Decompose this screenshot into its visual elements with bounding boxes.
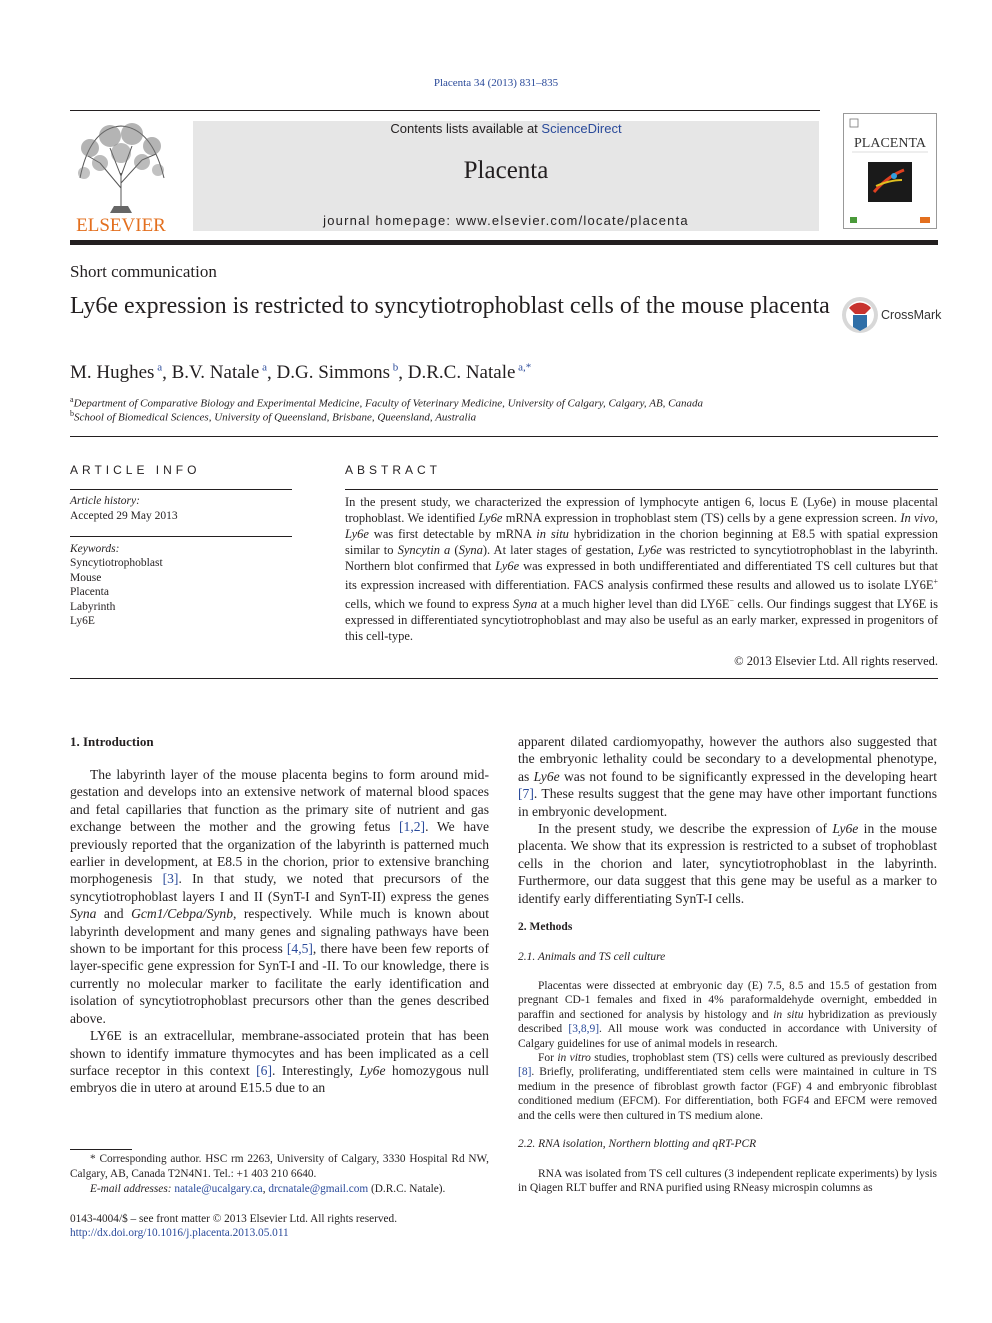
methods-heading: 2. Methods: [518, 921, 573, 933]
keyword: Labyrinth: [70, 600, 116, 613]
abstract-divider: [345, 489, 938, 490]
corresponding-author: * Corresponding author. HSC rm 2263, University of Calgary, 3330 Hospital Rd NW, Calgary, AB, Canada T2N4N1. Tel.: +1 403 210 6640.: [70, 1153, 489, 1180]
intro-heading: 1. Introduction: [70, 734, 154, 749]
keyword: Mouse: [70, 571, 102, 584]
footnote: [70, 1152, 489, 1197]
elsevier-tree-logo: [70, 118, 172, 234]
methods-text-2-1: Placentas were dissected at embryonic day (E) 7.5, 8.5 and 15.5 of gestation from pregnant CD-1 females and fixed in 4% paraformaldehyde overnight, embedded in paraffin and sectioned for analysis by histology and in situ hybridization as previously described [3,8,9]. All mouse work was conducted in accordance with University of Calgary guidelines for use of animal models in research. For in vitro studies, trophoblast stem (TS) cells were cultured as previously described [8]. Briefly, proliferating, undifferentiated stem cells were maintained in culture in TS medium in the presence of fibroblast growth factor (FGF) 4 and embryonic fibroblast conditioned medium (EFCM). For differentiation, both FGF4 and EFCM were removed and the cells were then cultured in TS medium alone.: [518, 980, 937, 1122]
footnote-rule: [70, 1149, 132, 1150]
author[interactable]: D.G. Simmons $^b$: [276, 362, 399, 384]
intro-text: The labyrinth layer of the mouse placenta begins to form around mid-gestation and develops into an extensive network of maternal blood spaces and fetal capillaries that function as the primary site of nutrient and gas exchange between the mother and the growing fetus [1,2]. We have previously reported that the organization of the labyrinth is patterned much earlier in development, at E8.5 in the chorion, prior to extensive branching morphogenesis [3]. In that study, we noted that precursors of the syncytiotrophoblast layers I and II (SynT-I and SynT-II) express the genes Syna and Gcm1/Cebpa/Synb, respectively. While much is known about labyrinth development and many genes and signaling pathways have been shown to be important for this process [4,5], there have been few reports of layer-specific gene expression for SynT-I and -II. To our knowledge, there is currently no molecular marker to facilitate the early identification and isolation of syncytiotrophoblast precursors other than the genes described above. LY6E is an extracellular, membrane-associated protein that has been shown to identify immature thymocytes and has been implicated as a cell surface receptor in this context [6]. Interestingly, Ly6e homozygous null embryos die in utero at around E15.5 due to an: [70, 767, 489, 1096]
keywords-label: Keywords:: [70, 543, 120, 555]
email-line: E-mail addresses: natale@ucalgary.ca, drcnatale@gmail.com (D.R.C. Natale).: [90, 1183, 446, 1195]
journal-name: Placenta: [463, 157, 549, 184]
svg-text:PLACENTA: PLACENTA: [854, 136, 926, 151]
cover-image: [844, 114, 936, 228]
history-value: Accepted 29 May 2013: [70, 510, 178, 522]
affiliation-b: $^b$School of Biomedical Sciences, University of Queensland, Brisbane, Queensland, Australia: [70, 409, 477, 424]
email-link[interactable]: drcnatale@gmail.com: [268, 1183, 369, 1195]
elsevier-wordmark: ELSEVIER: [76, 215, 166, 234]
email-link[interactable]: natale@ucalgary.ca: [174, 1183, 263, 1195]
keyword-list: [70, 556, 163, 629]
history-label: Article history:: [70, 495, 140, 507]
author[interactable]: M. Hughes $^a$: [70, 362, 163, 384]
intro-text-continued: apparent dilated cardiomyopathy, however the authors also suggested that the embryonic lethality could be secondary to a developmental phenotype, as Ly6e was not found to be significantly expressed in the developing heart [7]. These results suggest that the gene may have other important functions in embryonic development. In the present study, we describe the expression of Ly6e in the mouse placenta. We show that its expression is restricted to a subset of trophoblast cells in the chorion and later, syncytiotrophoblast in the labyrinth. Furthermore, our data suggest that this gene may be useful as a marker to identify early differentiating SynT-I cells.: [518, 734, 937, 906]
article-info-heading: ARTICLE INFO: [70, 463, 201, 477]
ref-link[interactable]: [3,8,9]: [568, 1023, 600, 1036]
title-divider: [70, 436, 938, 437]
journal-cover-thumbnail[interactable]: [843, 113, 937, 229]
subsection-heading-2-2: 2.2. RNA isolation, Northern blotting and qRT-PCR: [518, 1138, 757, 1150]
methods-text-2-2: RNA was isolated from TS cell cultures (3 independent replicate experiments) by lysis in Qiagen RLT buffer and RNA purified using RNeasy microspin columns as: [518, 1168, 937, 1195]
ref-link[interactable]: [4,5]: [286, 941, 313, 957]
crossmark-label: CrossMark: [881, 308, 942, 322]
ref-link[interactable]: [7]: [518, 786, 534, 802]
sciencedirect-link[interactable]: ScienceDirect: [541, 121, 622, 136]
info-divider: [70, 489, 292, 490]
keyword: Placenta: [70, 586, 109, 598]
abstract-bottom-rule: [70, 678, 938, 679]
ref-link[interactable]: [1,2]: [399, 819, 426, 835]
abstract-heading: ABSTRACT: [345, 463, 442, 477]
article-title: Ly6e expression is restricted to syncytiotrophoblast cells of the mouse placenta: [70, 293, 830, 319]
header-thick-rule: [70, 240, 938, 245]
ref-link[interactable]: [8]: [518, 1066, 532, 1079]
abstract-copyright: © 2013 Elsevier Ltd. All rights reserved.: [734, 654, 938, 668]
keywords-divider: [70, 536, 292, 537]
ref-link[interactable]: [3]: [162, 871, 179, 887]
author-list: M. Hughes $^a$, B.V. Natale $^a$, D.G. Simmons $^b$, D.R.C. Natale $^{a,*}$: [70, 362, 532, 384]
crossmark-icon: [841, 296, 881, 336]
header-divider: [70, 110, 820, 111]
subsection-heading-2-1: 2.1. Animals and TS cell culture: [518, 951, 666, 963]
ref-link[interactable]: [6]: [256, 1062, 272, 1078]
article-type: Short communication: [70, 262, 217, 281]
author[interactable]: D.R.C. Natale $^{a,*}$: [407, 362, 532, 384]
crossmark-badge[interactable]: [841, 296, 941, 336]
journal-citation[interactable]: Placenta 34 (2013) 831–835: [433, 77, 559, 89]
keyword: Syncytiotrophoblast: [70, 557, 163, 569]
affiliation-a: $^a$Department of Comparative Biology and Experimental Medicine, Faculty of Veterinary Medicine, University of Calgary, Calgary, AB, Canada: [70, 395, 703, 410]
journal-homepage[interactable]: journal homepage: www.elsevier.com/locate/placenta: [323, 213, 689, 228]
issn-line: 0143-4004/$ – see front matter © 2013 Elsevier Ltd. All rights reserved.: [70, 1213, 398, 1225]
doi-link[interactable]: http://dx.doi.org/10.1016/j.placenta.2013.05.011: [70, 1227, 289, 1239]
keyword: Ly6E: [70, 615, 95, 627]
contents-line: Contents lists available at ScienceDirect: [390, 121, 622, 136]
abstract-text: In the present study, we characterized the expression of lymphocyte antigen 6, locus E (Ly6e) in mouse placental trophoblast. We identified Ly6e mRNA expression in trophoblast stem (TS) cells by a gene expression screen. In vivo, Ly6e was first detectable by mRNA in situ hybridization in the chorion beginning at E8.5 with spatial expression similar to Syncytin a (Syna). At later stages of gestation, Ly6e was restricted to syncytiotrophoblast in the labyrinth. Northern blot confirmed that Ly6e was expressed in both undifferentiated and differentiated TS cell cultures but that its expression increased with differentiation. FACS analysis confirmed these results and allowed us to isolate LY6E+ cells, which we found to express Syna at a much higher level than did LY6E− cells. Our findings suggest that LY6E is expressed in differentiated syncytiotrophoblast and may also be useful as an early marker, expressed in progenitors of this cell-type.: [345, 495, 939, 644]
author[interactable]: B.V. Natale $^a$: [171, 362, 268, 384]
